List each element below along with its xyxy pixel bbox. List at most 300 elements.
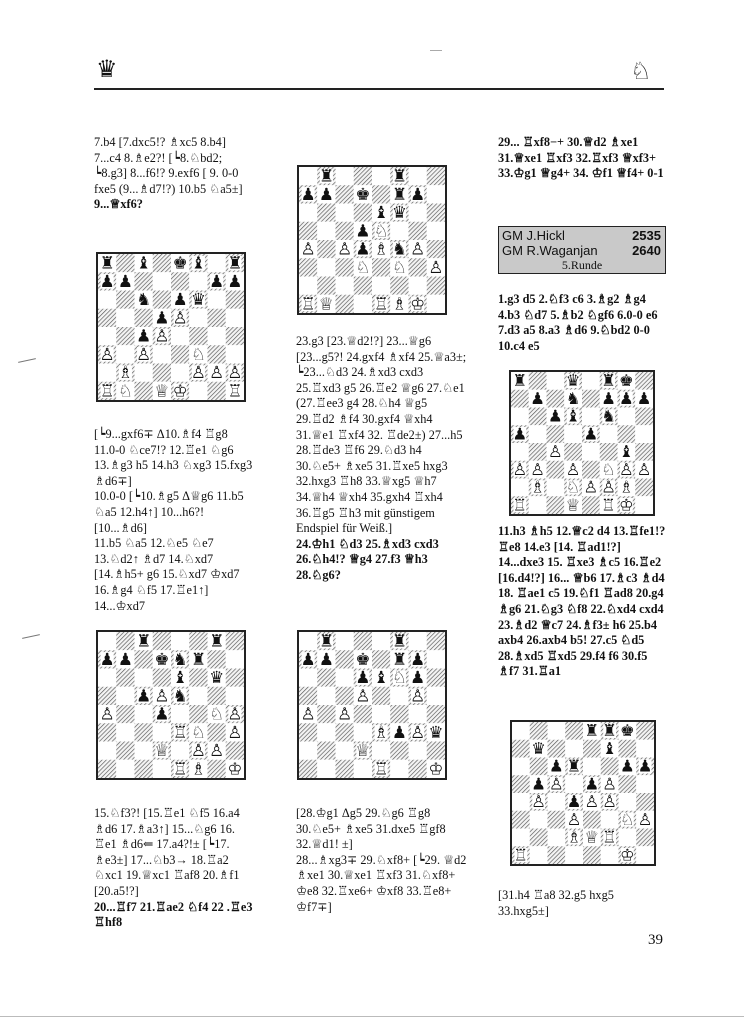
white-bishop-piece: ♗ [373,238,389,259]
dark-square [135,760,153,778]
black-rook-piece: ♜ [584,722,600,741]
light-square [372,705,390,723]
dark-square [98,760,116,778]
dark-square [299,258,317,276]
light-square [208,291,226,309]
light-square [135,705,153,723]
dark-square [153,669,171,687]
white-pawn-piece: ♙ [565,459,581,479]
light-square [618,408,636,426]
light-square [153,345,171,363]
white-rook-piece: ♖ [172,758,188,778]
light-square [189,272,207,290]
column-right-bottom [498,888,666,919]
light-square [409,167,427,185]
light-square [226,309,244,327]
black-pawn-piece: ♟ [637,756,653,776]
black-pawn-piece: ♟ [318,183,334,204]
white-knight-piece: ♘ [601,459,616,479]
dark-square [208,650,226,668]
dark-square [548,846,566,864]
annotation-text: 28...♗xg3∓ 29.♘xf8+ [┕29. ♕d2 ♗xe1 30.♕xe1 ♖xf3 31.♘xf8+ ♔e8 32.♖xe6+ ♔xf8 33.♖e8+ ♔f7∓] [296,852,467,914]
dark-square [372,258,390,276]
light-square [299,742,317,760]
white-rook-piece: ♖ [373,293,389,313]
black-rook-piece: ♜ [391,632,407,651]
white-player-elo: 2535 [632,228,661,243]
black-knight-piece: ♞ [601,406,616,426]
dark-square [427,742,445,760]
dark-square [354,204,372,222]
white-pawn-piece: ♙ [209,740,225,761]
light-square [372,277,390,295]
white-bishop-piece: ♗ [566,827,582,847]
white-knight-piece: ♘ [190,721,206,742]
light-square [636,740,654,758]
light-square [171,705,189,723]
dark-square [135,723,153,741]
white-pawn-piece: ♙ [636,459,652,479]
black-player-elo: 2640 [632,243,661,258]
light-square [116,760,134,778]
black-queen-piece: ♛ [565,372,581,391]
dark-square [547,425,565,443]
light-square [153,760,171,778]
chess-board [98,632,244,778]
light-square [336,277,354,295]
white-knight-piece: ♘ [565,477,581,497]
white-bishop-piece: ♗ [117,362,133,383]
black-queen-piece: ♛ [209,667,225,688]
dark-square [116,669,134,687]
dark-square [529,408,547,426]
light-square [619,793,637,811]
dark-square [336,687,354,705]
black-pawn-piece: ♟ [355,667,371,688]
light-square [511,443,529,461]
light-square [116,687,134,705]
light-square [189,687,207,705]
light-square [635,496,653,514]
white-pawn-piece: ♙ [637,809,653,829]
white-rook-piece: ♖ [512,495,528,514]
dark-square [116,632,134,650]
game-header-box [498,226,666,274]
light-square [409,705,427,723]
light-square [189,309,207,327]
annotation-text: [┕9...gxf6∓ Δ10.♗f4 ♖g8 11.0-0 ♘ce7!? 12.♖e1 ♘g6 13.♗g3 h5 14.h3 ♘xg3 15.fxg3 ♗d6∓] [94,427,253,488]
light-square [564,425,582,443]
white-pawn-piece: ♙ [99,343,115,364]
light-square [135,364,153,382]
white-bishop-piece: ♗ [619,477,634,497]
black-rook-piece: ♜ [318,632,334,651]
margin-mark [22,634,40,639]
dark-square [635,408,653,426]
black-rook-piece: ♜ [601,372,616,391]
light-square [635,425,653,443]
dark-square [208,687,226,705]
light-square [636,846,654,864]
black-bishop-piece: ♝ [373,667,389,688]
dark-square [299,760,317,778]
black-rook-piece: ♜ [136,632,152,651]
light-square [582,372,600,390]
dark-square [583,740,601,758]
white-queen-piece: ♕ [154,740,170,761]
white-knight-piece: ♘ [620,809,635,829]
white-pawn-piece: ♙ [410,238,426,259]
knight-icon: ♘ [630,59,652,85]
dark-square [372,650,390,668]
dark-square [427,204,445,222]
black-bishop-piece: ♝ [373,202,389,223]
dark-square [530,829,548,847]
light-square [427,687,445,705]
black-queen-piece: ♛ [531,738,546,758]
black-player-name: GM R.Waganjan [502,243,598,258]
light-square [409,742,427,760]
dark-square [530,722,548,740]
white-king-piece: ♔ [172,380,188,400]
white-bishop-piece: ♗ [530,477,545,497]
dark-square [336,295,354,313]
black-king-piece: ♚ [172,254,188,273]
light-square [153,723,171,741]
annotation-text: [28.♔g1 Δg5 29.♘g6 ♖g8 30.♘e5+ ♗xe5 31.dxe5 ♖gf8 32.♕d1! ±] [296,806,446,852]
dark-square [547,461,565,479]
light-square [299,167,317,185]
dark-square [600,443,618,461]
black-rook-piece: ♜ [99,254,115,273]
dark-square [116,742,134,760]
white-rook-piece: ♖ [601,495,616,514]
light-square [530,846,548,864]
light-square [299,277,317,295]
dark-square [336,185,354,203]
light-square [427,295,445,313]
dark-square [427,705,445,723]
dark-square [583,811,601,829]
light-square [601,811,619,829]
light-square [226,345,244,363]
dark-square [171,272,189,290]
chess-diagram-2 [96,630,246,780]
queen-icon: ♛ [96,57,118,83]
black-pawn-piece: ♟ [512,424,528,444]
black-knight-piece: ♞ [565,388,581,408]
black-pawn-piece: ♟ [136,325,152,346]
light-square [336,632,354,650]
white-rook-piece: ♖ [172,721,188,742]
black-rook-piece: ♜ [318,167,334,186]
white-pawn-piece: ♙ [190,362,206,383]
black-bishop-piece: ♝ [136,254,152,273]
light-square [171,327,189,345]
light-square [409,277,427,295]
black-pawn-piece: ♟ [601,388,616,408]
light-square [372,632,390,650]
black-pawn-piece: ♟ [172,289,188,310]
light-square [336,167,354,185]
white-pawn-piece: ♙ [227,362,243,383]
black-pawn-piece: ♟ [584,774,600,794]
light-square [171,742,189,760]
dark-square [98,309,116,327]
dark-square [336,222,354,240]
white-pawn-piece: ♙ [512,459,528,479]
chess-diagram-4 [297,630,447,780]
white-pawn-piece: ♙ [601,477,616,497]
light-square [565,775,583,793]
dark-square [153,364,171,382]
dark-square [354,277,372,295]
dark-square [299,723,317,741]
dark-square [354,632,372,650]
dark-square [317,742,335,760]
black-pawn-piece: ♟ [548,406,563,426]
dark-square [208,309,226,327]
light-square [135,669,153,687]
white-pawn-piece: ♙ [531,792,546,812]
white-pawn-piece: ♙ [154,325,170,346]
dark-square [635,372,653,390]
white-rook-piece: ♖ [373,758,389,778]
light-square [317,687,335,705]
light-square [600,425,618,443]
white-pawn-piece: ♙ [355,685,371,706]
white-pawn-piece: ♙ [172,307,188,328]
dark-square [636,793,654,811]
dark-square [189,632,207,650]
dark-square [636,722,654,740]
dark-square [354,167,372,185]
chess-board [299,167,445,313]
black-pawn-piece: ♟ [620,756,635,776]
dark-square [208,382,226,400]
dark-square [116,327,134,345]
dark-square [317,240,335,258]
dark-square [336,723,354,741]
black-king-piece: ♚ [154,648,170,669]
light-square [530,811,548,829]
dark-square [208,723,226,741]
dark-square [98,687,116,705]
dark-square [299,687,317,705]
dark-square [226,742,244,760]
chess-board [512,722,654,864]
chess-board [299,632,445,778]
light-square [116,309,134,327]
dark-square [529,372,547,390]
dark-square [226,632,244,650]
move-text: 11.h3 ♗h5 12.♕c2 d4 13.♖fe1!? ♖e8 14.e3 [14. ♖ad1!?] 14...dxe3 15. ♖xe3 ♗c5 16.♖e2 [16.d4!?] 16... ♕b6 17.♗c3 ♗d4 18. ♖ae1 c5 19.♘f1 ♖ad8 20.g4 ♗g6 21.♘g3 ♘f8 22.♘xd4 cxd4 23.♗d2 ♕c7 24.♗f3± h6 25.b4 axb4 26.axb4 b5! 27.c5 ♘d5 28.♗xd5 ♖xd5 29.f4 f6 30.f5 ♗f7 31.♖a1 [498,524,666,679]
white-pawn-piece: ♙ [337,238,353,259]
dark-square [409,222,427,240]
black-knight-piece: ♞ [391,238,407,259]
chess-diagram-1 [96,252,246,402]
black-pawn-piece: ♟ [300,648,316,669]
white-knight-piece: ♘ [355,256,371,277]
light-square [317,222,335,240]
light-square [226,687,244,705]
dark-square [317,705,335,723]
black-knight-piece: ♞ [172,648,188,669]
dark-square [582,390,600,408]
dark-square [427,669,445,687]
light-square [409,632,427,650]
dark-square [171,345,189,363]
light-square [354,760,372,778]
move-text: 24.♔h1 ♘d3 25.♗xd3 cxd3 26.♘h4!? ♕g4 27.f3 ♕h3 28.♘g6? [296,536,439,582]
light-square [548,793,566,811]
light-square [619,829,637,847]
light-square [135,742,153,760]
white-pawn-piece: ♙ [602,774,617,794]
dark-square [635,443,653,461]
white-pawn-piece: ♙ [548,442,563,462]
margin-mark [18,358,36,363]
black-pawn-piece: ♟ [154,307,170,328]
white-pawn-piece: ♙ [602,792,617,812]
white-king-piece: ♔ [428,758,444,778]
black-pawn-piece: ♟ [410,667,426,688]
light-square [336,669,354,687]
dark-square [409,760,427,778]
dark-square [564,443,582,461]
move-text: 29... ♖xf8−+ 30.♕d2 ♗xe1 31.♕xe1 ♖xf3 32.♖xf3 ♕xf3+ 33.♔g1 ♕g4+ 34. ♔f1 ♕f4+ 0-1 [498,135,664,181]
dark-square [635,479,653,497]
black-bishop-piece: ♝ [172,667,188,688]
black-rook-piece: ♜ [190,648,206,669]
white-bishop-piece: ♗ [190,758,206,778]
white-knight-piece: ♘ [373,220,389,241]
black-pawn-piece: ♟ [410,183,426,204]
dark-square [618,425,636,443]
white-pawn-piece: ♙ [428,256,444,277]
white-rook-piece: ♖ [227,380,243,400]
annotation-text: 23.g3 [23.♕d2!?] 23...♕g6 [23...g5?! 24.gxf4 ♗xf4 25.♕a3±; ┕23...♘d3 24.♗xd3 cxd3 25.♖xd3 g5 26.♖e2 ♕g6 27.♘e1 (27.♖ee3 g4 28.♘h4 ♕g5 29.♖d2 ♗f4 30.gxf4 ♕xh4 31.♕e1 ♖xf4 32. ♖de2±) 27...h5 28.♖de3 ♖f6 29.♘d3 h4 30.♘e5+ ♗xe5 31.♖xe5 hxg3 32.hxg3 ♖h8 33.♕xg5 ♕h7 34.♕h4 ♕xh4 35.gxh4 ♖xh4 36.♖g5 ♖h3 mit günstigem Endspiel für Weiß.] [296,334,467,536]
dark-square [189,669,207,687]
black-pawn-piece: ♟ [318,648,334,669]
white-king-piece: ♔ [619,495,634,514]
dark-square [548,740,566,758]
black-rook-piece: ♜ [602,722,617,741]
black-knight-piece: ♞ [136,289,152,310]
white-knight-piece: ♘ [391,667,407,688]
scan-mark [430,50,442,51]
dark-square [208,760,226,778]
black-pawn-piece: ♟ [636,388,652,408]
dark-square [390,705,408,723]
dark-square [226,327,244,345]
dark-square [583,846,601,864]
white-rook-piece: ♖ [602,827,617,847]
light-square [548,722,566,740]
white-queen-piece: ♕ [584,827,600,847]
light-square [372,742,390,760]
black-rook-piece: ♜ [391,167,407,186]
dark-square [427,277,445,295]
black-rook-piece: ♜ [209,632,225,651]
black-pawn-piece: ♟ [154,703,170,724]
black-pawn-piece: ♟ [391,721,407,742]
light-square [512,829,530,847]
light-square [601,846,619,864]
black-pawn-piece: ♟ [99,648,115,669]
white-pawn-piece: ♙ [410,685,426,706]
black-rook-piece: ♜ [391,648,407,669]
light-square [409,204,427,222]
dark-square [98,723,116,741]
light-square [372,167,390,185]
white-knight-piece: ♘ [190,343,206,364]
column-right-top [498,135,666,182]
light-square [98,742,116,760]
column-middle-bottom [296,806,468,915]
light-square [390,760,408,778]
light-square [512,758,530,776]
dark-square [226,669,244,687]
dark-square [530,758,548,776]
black-rook-piece: ♜ [391,183,407,204]
dark-square [390,742,408,760]
light-square [208,254,226,272]
black-king-piece: ♚ [355,648,371,669]
light-square [189,382,207,400]
light-square [171,364,189,382]
dark-square [511,390,529,408]
black-pawn-piece: ♟ [136,685,152,706]
white-king-piece: ♔ [227,758,243,778]
black-bishop-piece: ♝ [619,442,634,462]
dark-square [547,390,565,408]
white-pawn-piece: ♙ [154,685,170,706]
white-queen-piece: ♕ [355,740,371,761]
light-square [299,669,317,687]
dark-square [317,669,335,687]
black-pawn-piece: ♟ [531,774,546,794]
black-pawn-piece: ♟ [117,270,133,291]
dark-square [135,382,153,400]
black-pawn-piece: ♟ [117,648,133,669]
light-square [512,722,530,740]
black-pawn-piece: ♟ [549,756,564,776]
column-right-opening [498,292,666,354]
dark-square [116,291,134,309]
annotation-text: [31.h4 ♖a8 32.g5 hxg5 33.hxg5±] [498,888,614,918]
white-pawn-piece: ♙ [584,792,600,812]
dark-square [189,327,207,345]
dark-square [427,167,445,185]
dark-square [208,345,226,363]
white-pawn-piece: ♙ [227,721,243,742]
light-square [226,650,244,668]
light-square [171,632,189,650]
black-bishop-piece: ♝ [190,254,206,273]
dark-square [582,496,600,514]
dark-square [619,740,637,758]
black-rook-piece: ♜ [566,756,582,776]
black-bishop-piece: ♝ [565,406,581,426]
light-square [299,632,317,650]
black-pawn-piece: ♟ [583,424,599,444]
bottom-edge [0,1016,744,1017]
column-right-middle [498,524,666,680]
annotation-text: 7.b4 [7.dxc5!? ♗xc5 8.b4] 7...c4 8.♗e2?! [┕8.♘bd2; ┕8.g3] 8...f6!? 9.exf6 [ 9. 0-0 fxe5 (9...♗d7!?) 10.b5 ♘a5±] [94,135,243,196]
white-pawn-piece: ♙ [300,703,316,724]
move-text: 20...♖f7 21.♖ae2 ♘f4 22 .♖e3 ♖hf8 [94,899,253,930]
